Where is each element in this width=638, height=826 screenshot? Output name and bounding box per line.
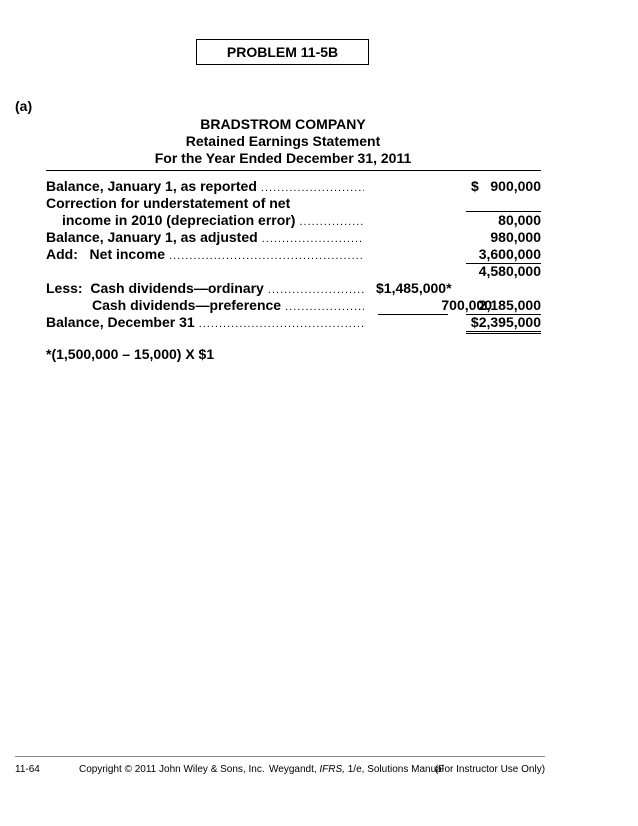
statement-title: Retained Earnings Statement	[185, 133, 381, 149]
book-citation: Weygandt, IFRS, 1/e, Solutions Manual	[269, 764, 444, 775]
copyright: Copyright © 2011 John Wiley & Sons, Inc.	[79, 764, 265, 775]
row-amount: 3,600,000	[478, 246, 541, 262]
page-number: 11-64	[15, 764, 40, 775]
row-subamount: 700,000	[441, 297, 492, 313]
instructor-note: (For Instructor Use Only)	[435, 764, 546, 775]
row-amount: $ 900,000	[470, 178, 541, 194]
footnote: *(1,500,000 – 15,000) X $1	[46, 346, 215, 362]
table-row	[46, 313, 541, 332]
footer-rule	[15, 756, 545, 757]
statement-period: For the Year Ended December 31, 2011	[154, 150, 412, 166]
company-name: BRADSTROM COMPANY	[200, 116, 366, 132]
row-label: Balance, January 1, as reported .....	[46, 177, 364, 198]
part-label: (a)	[15, 98, 33, 114]
row-label: Correction for understatement of net	[46, 195, 291, 211]
underline	[466, 211, 541, 212]
row-label: income in 2010 (depreciation error) .....	[46, 211, 364, 232]
row-label: Less: Cash dividends—ordinary .....	[46, 279, 364, 300]
row-amount: 2,185,000	[478, 297, 541, 313]
row-amount: 980,000	[490, 229, 541, 245]
row-label: Add: Net income .....	[46, 245, 364, 266]
problem-title: PROBLEM 11-5B	[196, 39, 369, 65]
row-subamount: $1,485,000*	[376, 280, 452, 296]
row-label: Balance, December 31 .....	[46, 313, 364, 334]
row-label: Balance, January 1, as adjusted .....	[46, 228, 364, 249]
row-amount: 4,580,000	[478, 263, 541, 279]
row-label: Cash dividends—preference .....	[46, 296, 364, 317]
double-underline	[466, 331, 541, 332]
double-underline	[466, 333, 541, 334]
row-amount: 80,000	[498, 212, 541, 228]
header-rule	[46, 170, 541, 171]
row-amount: $2,395,000	[470, 314, 541, 330]
